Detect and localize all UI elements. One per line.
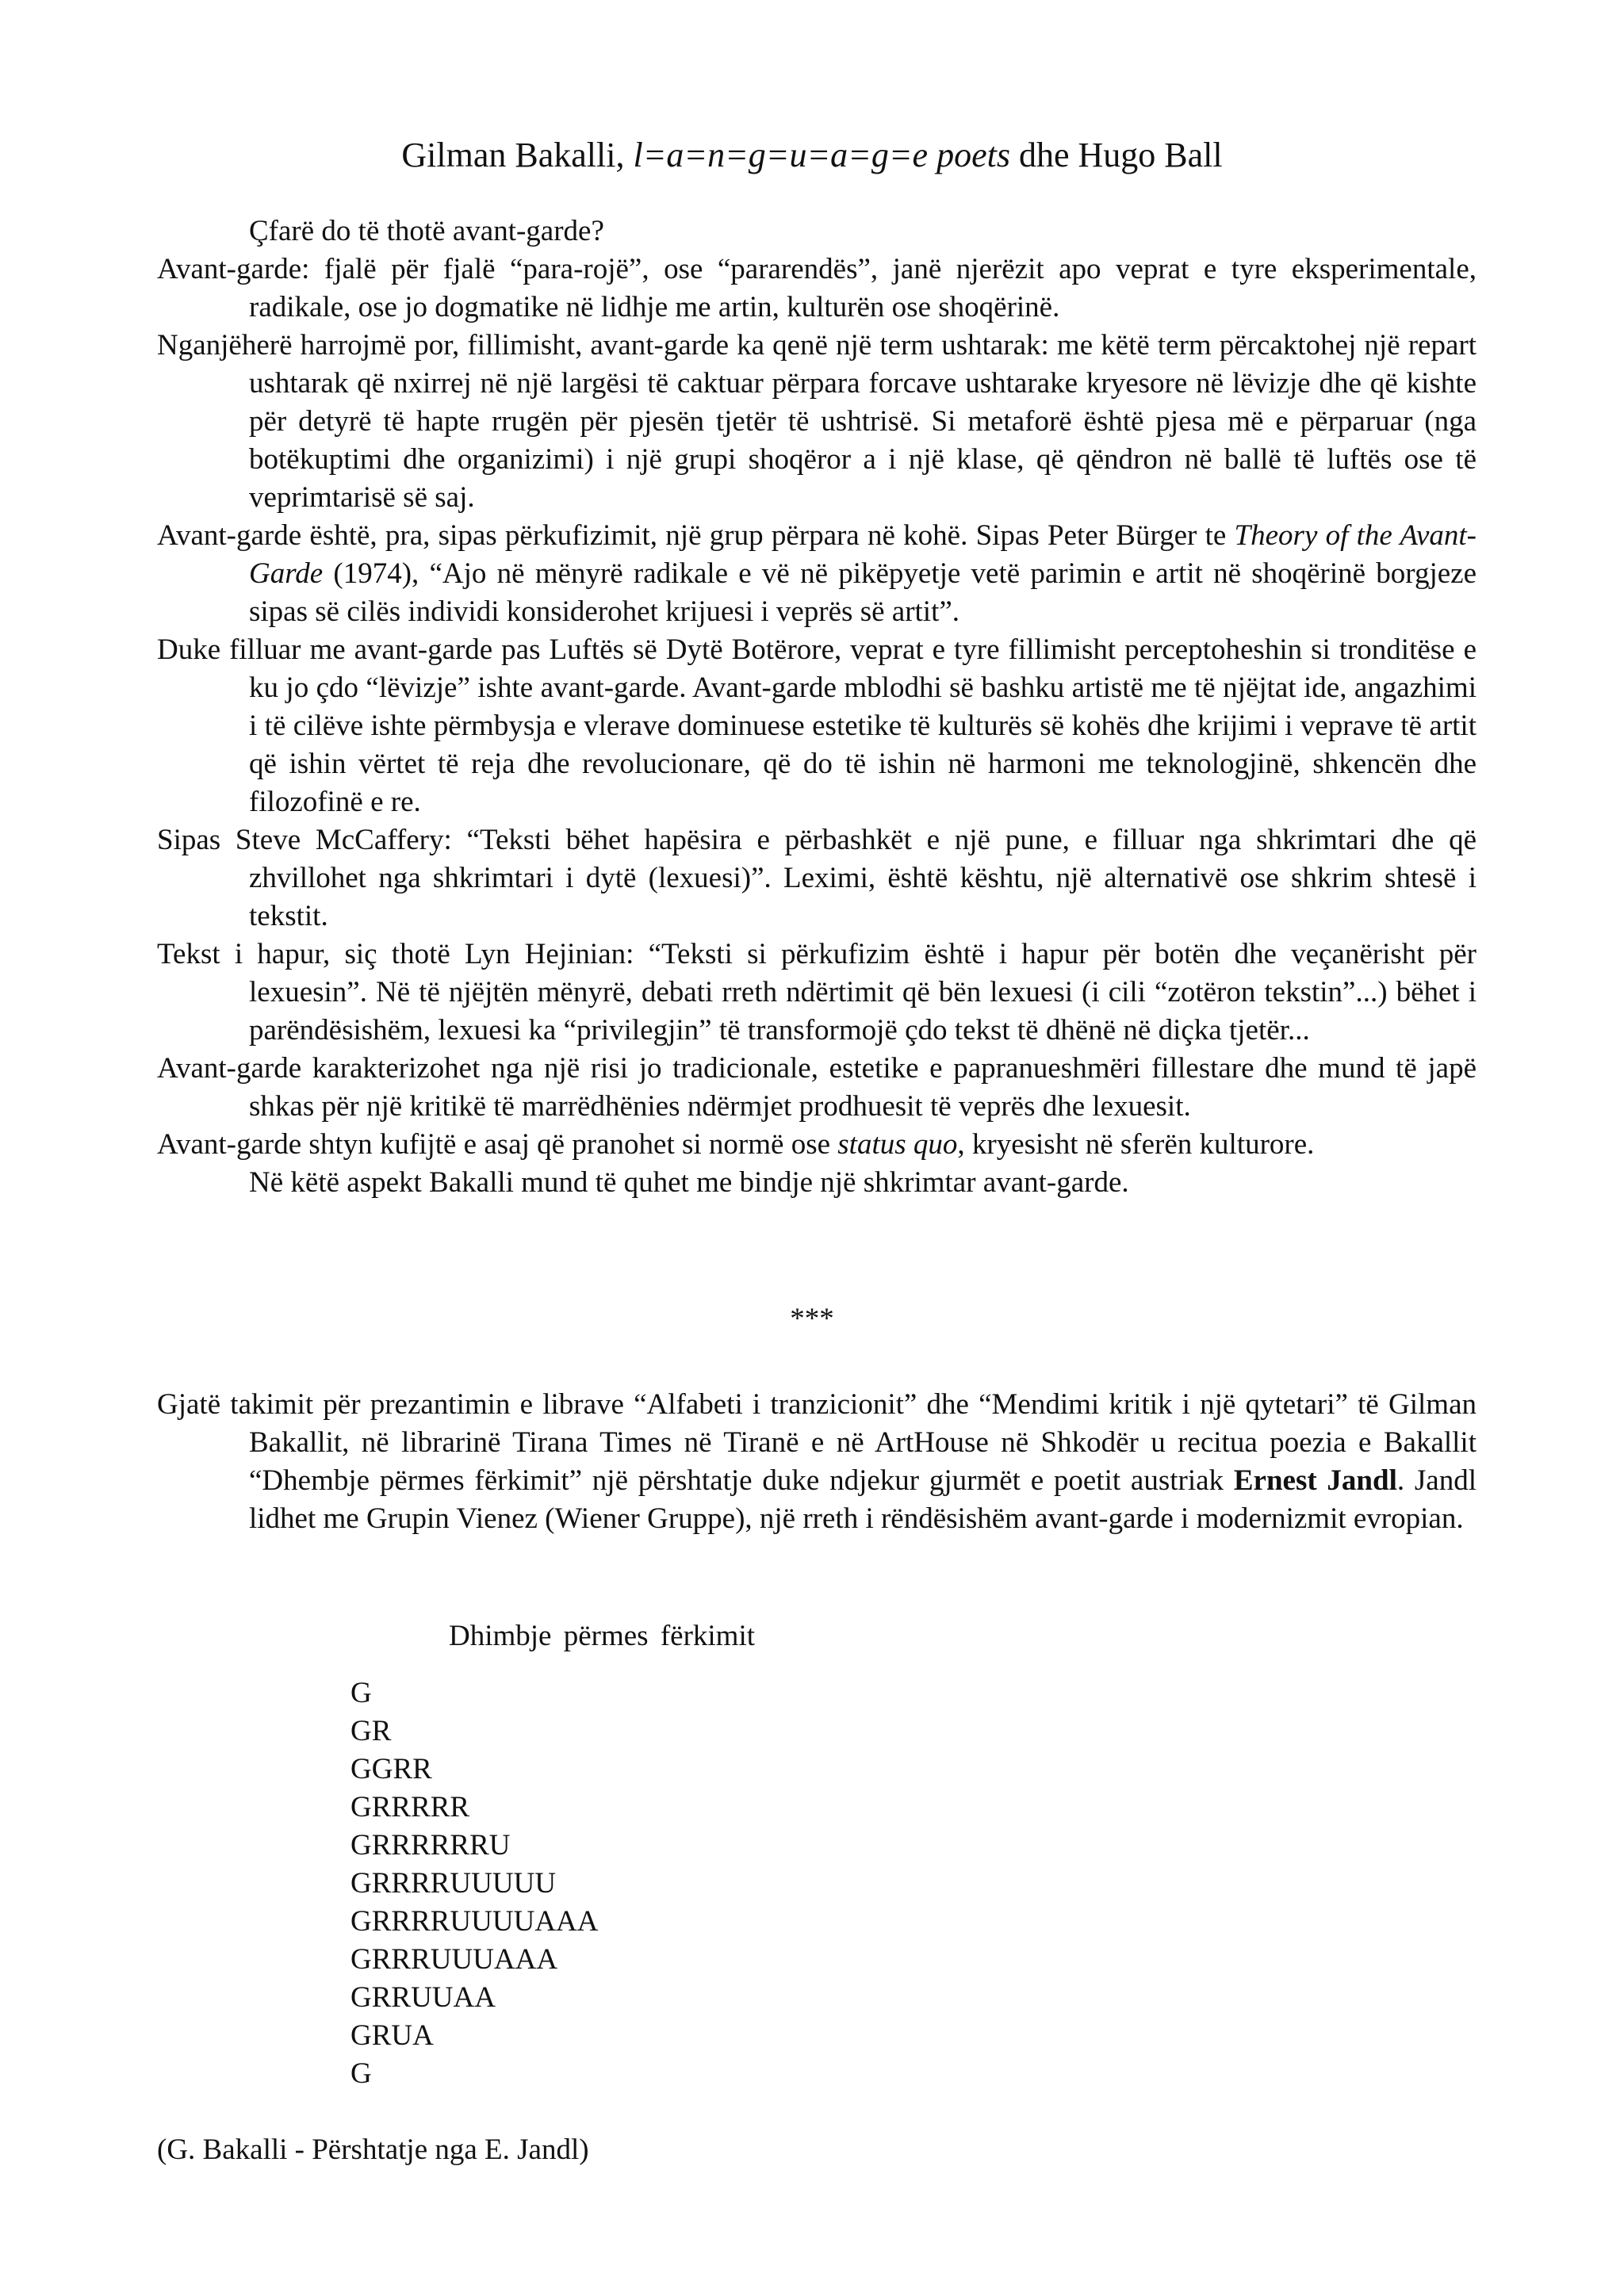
paragraph-burger — [157, 517, 1477, 631]
poem-line: GRRRRUUUUAAA — [350, 1905, 599, 1938]
paragraph-question: Çfarë do të thotë avant-garde? — [249, 215, 604, 247]
paragraph-status-quo-text-b: , kryesisht në sferën kulturore. — [957, 1128, 1315, 1161]
status-quo-italic: status quo — [837, 1128, 958, 1161]
poem-line: GR — [350, 1715, 392, 1747]
title-italic: l=a=n=g=u=a=g=e poets — [633, 136, 1010, 174]
paragraph-status-quo-text-a: Avant-garde shtyn kufijtë e asaj që pranohet si normë ose — [157, 1128, 831, 1161]
paragraph-mccaffery: Sipas Steve McCaffery: “Teksti bëhet hapësira e përbashkët e një pune, e filluar nga shkrimtari dhe që zhvillohet nga shkrimtari i dytë (lexuesi)”. Leximi, është kështu, një alternativë ose shkrim shtesë i tekstit. — [157, 824, 1477, 932]
poem-line: GRRRRR — [350, 1791, 470, 1823]
poem-attribution: (G. Bakalli - Përshtatje nga E. Jandl) — [157, 2133, 589, 2166]
paragraph-conclusion: Në këtë aspekt Bakalli mund të quhet me bindje një shkrimtar avant-garde. — [249, 1166, 1129, 1199]
event-section — [157, 1386, 1477, 1538]
paragraph-novelty: Avant-garde karakterizohet nga një risi jo tradicionale, estetike e papranueshmëri fillestare dhe mund të japë shkas për një kritikë të marrëdhënies ndërmjet prodhuesit të veprës dhe lexuesit. — [157, 1052, 1477, 1123]
book-title-theory: Theory of the Avant-Garde — [249, 519, 1477, 590]
title-suffix: dhe Hugo Ball — [1018, 136, 1223, 174]
essay-body — [157, 212, 1477, 1202]
poem-line: G — [350, 2057, 372, 2090]
poem-line: GRRUUAA — [350, 1981, 496, 2014]
poem-line: GRRRUUUAAA — [350, 1943, 558, 1976]
poem-line: GRRRRRRU — [350, 1829, 511, 1862]
event-text-a: Gjatë takimit për prezantimin e librave “Alfabeti i tranzicionit” dhe “Mendimi kritik i një qytetari” të Gilman Bakallit, në librarinë Tirana Times në Tiranë e në ArtHouse në Shkodër u recitua poezia e Bakallit “Dhembje përmes fërkimit” një përshtatje duke ndjekur gjurmët e poetit austriak — [157, 1388, 1477, 1497]
poem-line: GRUA — [350, 2019, 434, 2052]
paragraph-military-origin: Nganjëherë harrojmë por, fillimisht, avant-garde ka qenë një term ushtarak: me këtë term përcaktohej një repart ushtarak që nxirrej në një largësi të caktuar përpara forcave ushtarake kryesore në lëvizje dhe që kishte për detyrë të hapte rrugën për pjesën tjetër të ushtrisë. Si metaforë është pjesa më e përparuar (nga botëkuptimi dhe organizimi) i një grupi shoqëror a i një klase, që qëndron në ballë të luftës ose të veprimtarisë së saj. — [157, 329, 1477, 514]
paragraph-hejinian: Tekst i hapur, siç thotë Lyn Hejinian: “Teksti si përkufizim është i hapur për botën dhe veçanërisht për lexuesin”. Në të njëjtën mënyrë, debati rreth ndërtimit që bën lexuesi (i cili “zotëron tekstin”...) bëhet i parëndësishëm, lexuesi ka “privilegjin” të transformojë çdo tekst të dhënë në diçka tjetër... — [157, 938, 1477, 1047]
poem-title: Dhimbje përmes fërkimit — [449, 1620, 756, 1652]
document-title — [0, 133, 1624, 178]
paragraph-definition: Avant-garde: fjalë për fjalë “para-rojë”, ose “pararendës”, janë njerëzit apo veprat e tyre eksperimentale, radikale, ose jo dogmatike në lidhje me artin, kulturën ose shoqërinë. — [157, 253, 1477, 323]
poem-line: G — [350, 1677, 372, 1709]
poet-name-bold: Ernest Jandl — [1233, 1464, 1397, 1497]
paragraph-event — [157, 1386, 1477, 1538]
poem-line: GRRRRUUUUU — [350, 1867, 557, 1900]
poem-line: GGRR — [350, 1753, 432, 1785]
event-text-b: . Jandl lidhet me Grupin Vienez (Wiener Gruppe), një rreth i rëndësishëm avant-garde i modernizmit evropian. — [249, 1464, 1477, 1535]
paragraph-postwar: Duke filluar me avant-garde pas Luftës së Dytë Botërore, veprat e tyre fillimisht perceptoheshin si tronditëse e ku jo çdo “lëvizje” ishte avant-garde. Avant-garde mblodhi së bashku artistë me të njëjtat ide, angazhimi i të cilëve ishte përmbysja e vlerave dominuese estetike të kulturës së kohës dhe krijimi i veprave të artit që ishin vërtet të reja dhe revolucionare, që do të ishin në harmoni me teknologjinë, shkencën dhe filozofinë e re. — [157, 633, 1477, 818]
section-separator: *** — [790, 1303, 834, 1335]
paragraph-burger-text-b: (1974), “Ajo në mënyrë radikale e vë në pikëpyetje vetë parimin e artit në shoqërinë borgjeze sipas së cilës individi konsiderohet krijuesi i veprës së artit”. — [249, 557, 1477, 628]
poem-lines — [350, 1674, 598, 2093]
title-prefix: Gilman Bakalli, — [401, 136, 625, 174]
paragraph-status-quo — [157, 1126, 1477, 1164]
paragraph-burger-text-a: Avant-garde është, pra, sipas përkufizimit, një grup përpara në kohë. Sipas Peter Bürger te — [157, 519, 1227, 552]
